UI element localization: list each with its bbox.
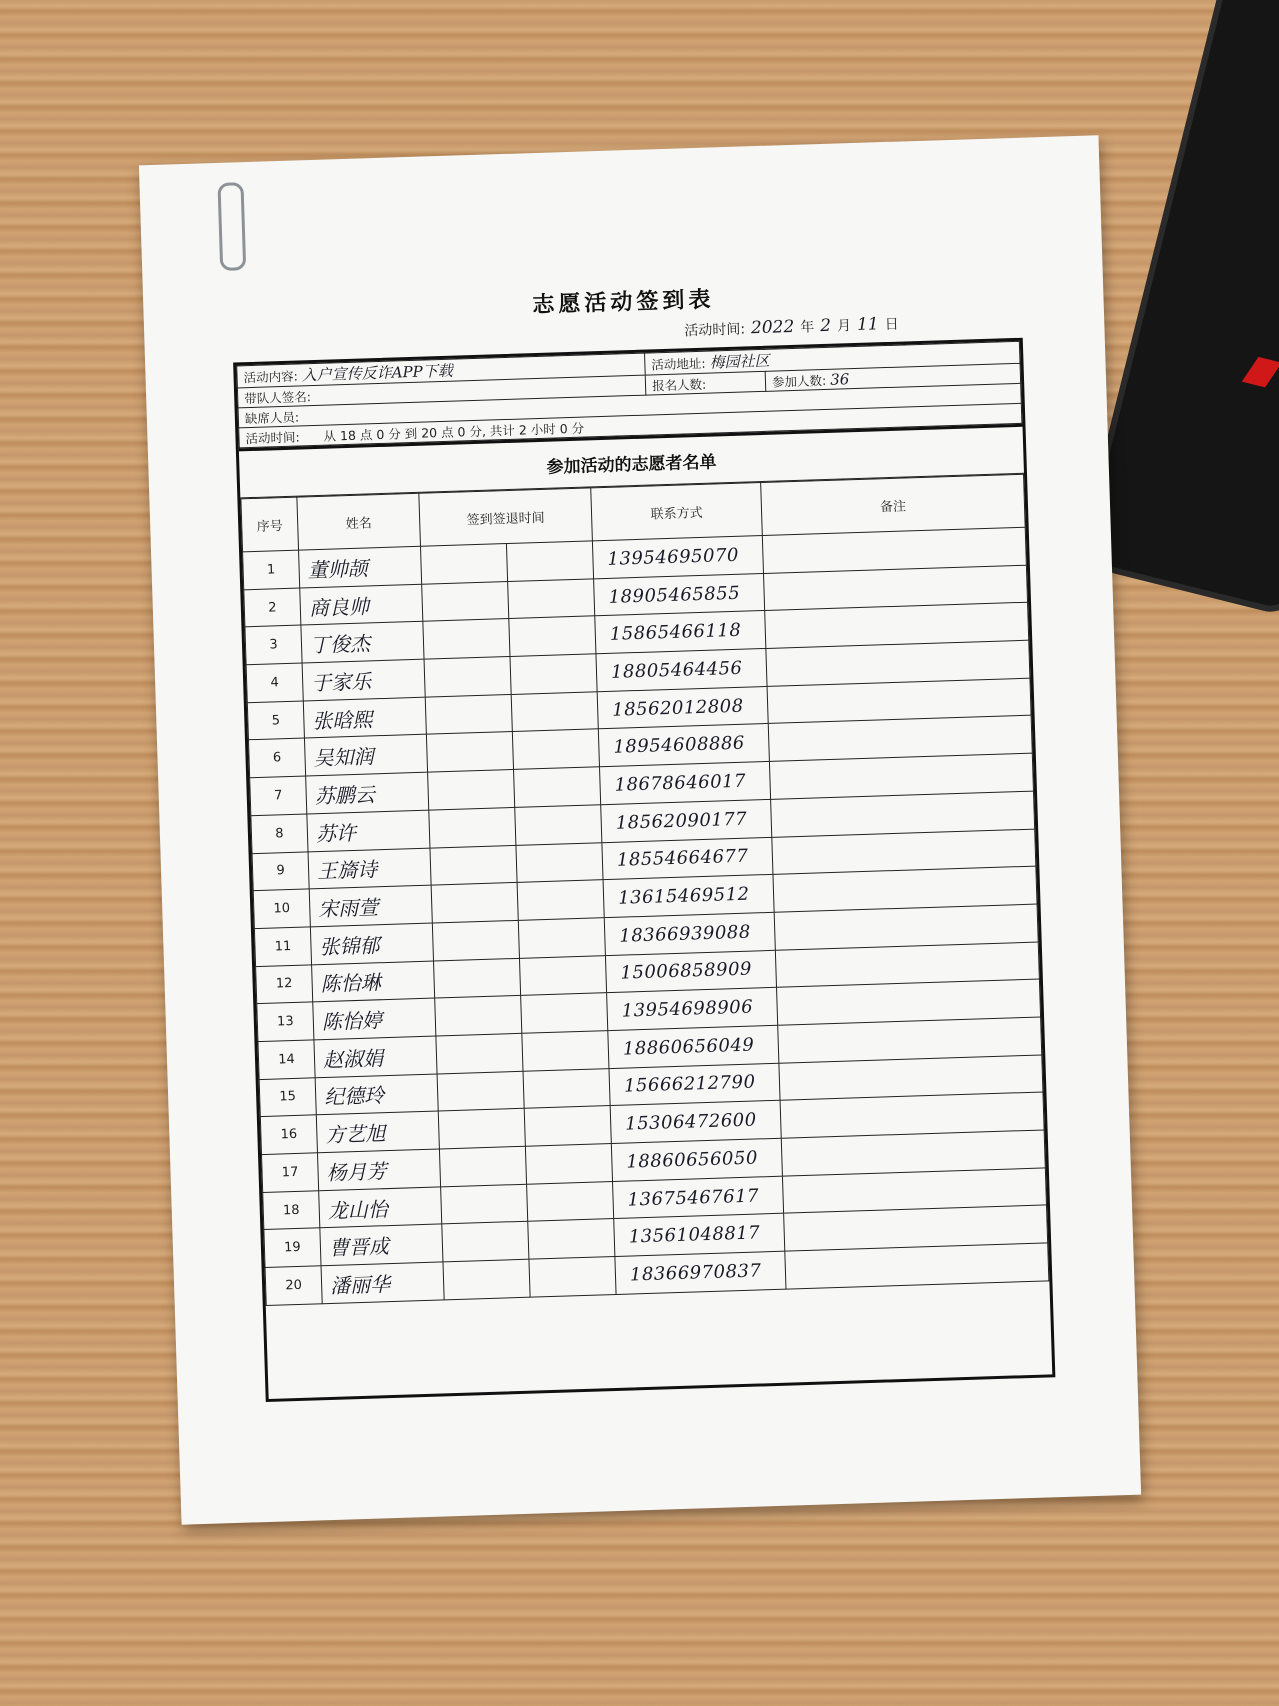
signin-time: [424, 657, 511, 697]
signin-time: [425, 694, 512, 734]
row-number: 1: [243, 550, 300, 589]
signout-time: [514, 767, 601, 807]
date-label: 活动时间:: [684, 321, 746, 340]
signin-time: [436, 1033, 523, 1073]
row-number: 12: [256, 964, 313, 1003]
year-char: 年: [800, 319, 815, 336]
contact-phone: 13954698906: [607, 988, 778, 1031]
volunteer-name: 苏许: [307, 810, 430, 852]
row-number: 10: [253, 889, 310, 928]
row-number: 9: [252, 851, 309, 890]
signin-time: [437, 1071, 524, 1111]
row-number: 3: [245, 625, 302, 664]
logo-mark: [1242, 357, 1279, 388]
signin-time: [429, 807, 516, 847]
volunteer-name: 陈怡婷: [313, 998, 436, 1040]
volunteer-name: 方艺旭: [316, 1111, 439, 1153]
contact-phone: 18366939088: [604, 912, 775, 955]
signin-time: [428, 770, 515, 810]
signout-time: [509, 616, 596, 656]
volunteer-name: 丁俊杰: [301, 622, 424, 664]
enroll-label: 报名人数:: [651, 376, 707, 393]
signout-time: [519, 955, 606, 995]
signout-time: [506, 541, 593, 581]
row-number: 2: [244, 588, 301, 627]
volunteer-name: 张晗熙: [303, 697, 426, 739]
signout-time: [528, 1219, 615, 1259]
row-number: 4: [246, 663, 303, 702]
contact-phone: 15865466118: [595, 611, 766, 654]
volunteer-name: 董帅颉: [299, 546, 422, 588]
contact-phone: 18678646017: [600, 762, 771, 805]
content-label: 活动内容:: [243, 368, 299, 386]
month-char: 月: [836, 318, 852, 335]
signin-time: [426, 732, 513, 772]
signin-time: [431, 883, 518, 923]
time-value: 从 18 点 0 分 到 20 点 0 分, 共计 2 小时 0 分: [323, 420, 585, 444]
signin-time: [432, 920, 519, 960]
row-number: 18: [263, 1190, 320, 1229]
row-number: 8: [251, 814, 308, 853]
volunteer-name: 于家乐: [302, 659, 425, 701]
contact-phone: 18860656049: [608, 1025, 779, 1068]
row-number: 20: [265, 1266, 322, 1305]
roster-title: 参加活动的志愿者名单: [239, 424, 1024, 499]
signin-time: [423, 619, 510, 659]
col-header-remark: 备注: [761, 474, 1026, 535]
row-number: 13: [257, 1002, 314, 1041]
volunteer-name: 潘丽华: [321, 1262, 444, 1304]
signin-time: [442, 1222, 529, 1262]
volunteer-name: 王旖诗: [308, 848, 431, 890]
participants-label: 参加人数:: [771, 372, 827, 390]
signin-time: [430, 845, 517, 885]
signout-time: [512, 729, 599, 769]
location-value: 梅园社区: [709, 351, 770, 372]
contact-phone: 18805464456: [596, 649, 767, 692]
contact-phone: 15306472600: [610, 1101, 781, 1144]
volunteer-name: 商良帅: [300, 584, 423, 626]
volunteer-name: 龙山怡: [319, 1187, 442, 1229]
contact-phone: 18554664677: [602, 837, 773, 880]
row-number: 11: [254, 927, 311, 966]
signout-time: [511, 692, 598, 732]
contact-phone: 15006858909: [605, 950, 776, 993]
volunteer-name: 苏鹏云: [306, 772, 429, 814]
signout-time: [516, 842, 603, 882]
col-header-no: 序号: [241, 497, 299, 552]
row-number: 6: [248, 738, 305, 777]
row-number: 17: [262, 1153, 319, 1192]
sheet-table: [233, 338, 1055, 1402]
signin-time: [439, 1146, 526, 1186]
contact-phone: 18366970837: [615, 1251, 786, 1294]
signout-time: [529, 1257, 616, 1297]
signin-time: [441, 1184, 528, 1224]
signout-time: [524, 1106, 611, 1146]
row-number: 14: [258, 1040, 315, 1079]
contact-phone: 15666212790: [609, 1063, 780, 1106]
col-header-name: 姓名: [297, 493, 421, 550]
volunteer-name: 曹晋成: [320, 1224, 443, 1266]
absent-label: 缺席人员:: [244, 409, 300, 426]
signout-time: [515, 805, 602, 845]
signin-time: [435, 996, 522, 1036]
sheet-title: 志愿活动签到表: [532, 286, 715, 319]
volunteer-name: 杨月芳: [317, 1149, 440, 1191]
participants-value: 36: [829, 369, 850, 389]
time-label: 活动时间:: [245, 428, 300, 446]
day-char: 日: [884, 316, 899, 334]
content-value: 入户宣传反诈APP下载: [301, 361, 453, 385]
col-header-time: 签到签退时间: [419, 488, 593, 546]
contact-phone: 18954608886: [598, 724, 769, 767]
volunteer-roster: [240, 474, 1049, 1306]
remark: [785, 1243, 1049, 1289]
signout-time: [510, 654, 597, 694]
contact-phone: 18562090177: [601, 799, 772, 842]
signout-time: [525, 1144, 612, 1184]
signout-time: [527, 1181, 614, 1221]
paper-clip: [217, 182, 246, 271]
volunteer-name: 宋雨萱: [309, 885, 432, 927]
signin-time: [422, 581, 509, 621]
leader-label: 带队人签名:: [244, 388, 312, 406]
volunteer-name: 张锦郁: [310, 923, 433, 965]
date-day: 11: [856, 314, 879, 335]
signin-time: [443, 1259, 530, 1299]
activity-date: [684, 314, 899, 341]
signout-time: [521, 993, 608, 1033]
location-label: 活动地址:: [651, 355, 706, 373]
contact-phone: 18562012808: [597, 686, 768, 729]
signout-time: [518, 918, 605, 958]
contact-phone: 13615469512: [603, 875, 774, 918]
row-number: 5: [247, 701, 304, 740]
contact-phone: 18860656050: [611, 1138, 782, 1181]
volunteer-name: 纪德玲: [315, 1074, 438, 1116]
contact-phone: 18905465855: [594, 573, 765, 616]
col-header-phone: 联系方式: [591, 483, 763, 541]
signout-time: [517, 880, 604, 920]
row-number: 15: [259, 1077, 316, 1116]
signin-time: [420, 544, 507, 584]
signin-time: [434, 958, 521, 998]
signin-time: [438, 1109, 525, 1149]
volunteer-name: 陈怡琳: [312, 961, 435, 1003]
date-month: 2: [819, 315, 832, 337]
volunteer-name: 赵淑娟: [314, 1036, 437, 1078]
contact-phone: 13954695070: [592, 536, 763, 579]
row-number: 16: [260, 1115, 317, 1154]
row-number: 7: [250, 776, 307, 815]
signout-time: [508, 579, 595, 619]
signin-sheet: [139, 135, 1141, 1524]
signout-time: [523, 1068, 610, 1108]
date-year: 2022: [750, 316, 795, 339]
contact-phone: 13675467617: [613, 1176, 784, 1219]
signout-time: [522, 1031, 609, 1071]
contact-phone: 13561048817: [614, 1214, 785, 1257]
volunteer-name: 吴知润: [304, 735, 427, 777]
row-number: 19: [264, 1228, 321, 1267]
